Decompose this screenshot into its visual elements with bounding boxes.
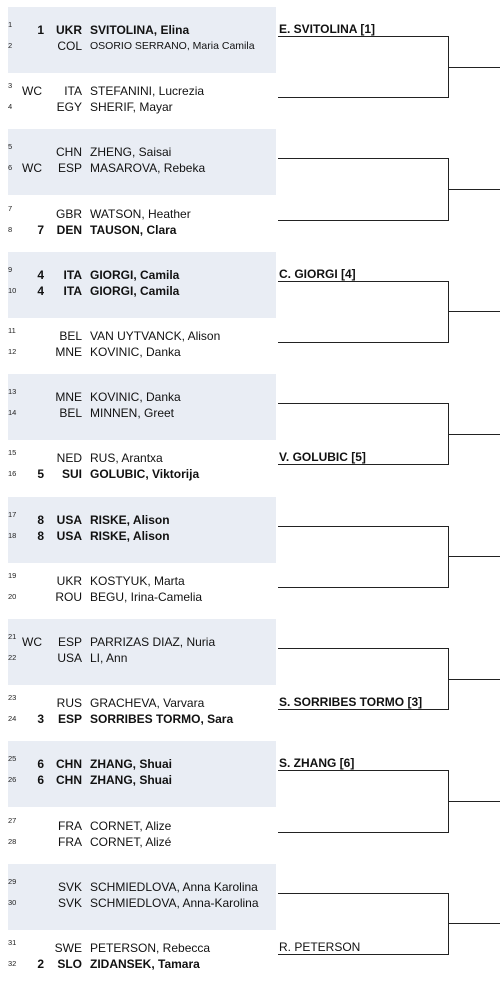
seed-number: 4 xyxy=(37,283,44,298)
draw-position: 16 xyxy=(8,469,17,479)
player-name: KOVINIC, Danka xyxy=(90,345,181,359)
bracket-line-next-round xyxy=(448,434,500,435)
draw-position: 12 xyxy=(8,347,17,356)
nationality-code: ESP xyxy=(57,161,82,176)
bracket-line xyxy=(278,893,448,894)
player-row xyxy=(0,223,280,237)
player-name: GIORGI, Camila xyxy=(90,283,180,298)
bracket-line xyxy=(278,464,448,465)
nationality-code: ESP xyxy=(57,635,82,649)
draw-position: 6 xyxy=(8,163,13,173)
nationality-code: DEN xyxy=(56,222,82,237)
player-row xyxy=(0,773,280,787)
draw-position: 20 xyxy=(8,591,17,601)
player-row xyxy=(0,326,280,343)
player-row xyxy=(0,896,280,910)
player-name: SHERIF, Mayar xyxy=(90,100,173,115)
player-row xyxy=(0,632,280,649)
player-name: ZHANG, Shuai xyxy=(90,757,173,772)
player-row xyxy=(0,815,280,833)
player-name: ZHANG, Shuai xyxy=(90,773,173,788)
draw-position: 3 xyxy=(8,81,13,91)
player-name: LI, Ann xyxy=(90,651,128,665)
match-winner: R. PETERSON xyxy=(279,940,361,954)
draw-position: 29 xyxy=(8,876,17,886)
player-name: ZIDANSEK, Tamara xyxy=(90,957,200,971)
draw-position: 21 xyxy=(8,632,17,641)
nationality-code: USA xyxy=(56,528,82,543)
bracket-line xyxy=(278,709,448,710)
nationality-code: GBR xyxy=(55,206,82,221)
nationality-code: SWE xyxy=(54,941,82,955)
draw-position: 24 xyxy=(8,714,17,724)
player-row xyxy=(0,938,280,955)
bracket-line xyxy=(278,832,448,833)
nationality-code: CHN xyxy=(56,145,82,160)
draw-position: 22 xyxy=(8,653,17,662)
seed-number: 8 xyxy=(37,512,44,527)
draw-position: 19 xyxy=(8,570,17,580)
draw-position: 32 xyxy=(8,959,17,968)
draw-position: 31 xyxy=(8,938,17,947)
nationality-code: RUS xyxy=(56,696,82,711)
draw-position: 26 xyxy=(8,775,17,785)
draw-position: 17 xyxy=(8,509,17,519)
player-row xyxy=(0,957,280,971)
draw-position: 30 xyxy=(8,897,17,907)
player-name: SCHMIEDLOVA, Anna-Karolina xyxy=(90,895,259,910)
player-name: VAN UYTVANCK, Alison xyxy=(90,329,221,343)
nationality-code: UKR xyxy=(56,573,82,588)
nationality-code: EGY xyxy=(56,100,82,115)
draw-position: 18 xyxy=(8,530,17,540)
bracket-line xyxy=(278,36,448,37)
draw-position: 23 xyxy=(8,693,17,703)
draw-position: 5 xyxy=(8,142,13,152)
draw-position: 2 xyxy=(8,41,13,50)
bracket-line-next-round xyxy=(448,556,500,557)
nationality-code: ESP xyxy=(57,712,82,727)
bracket-line xyxy=(278,281,448,282)
player-name: STEFANINI, Lucrezia xyxy=(90,84,205,99)
player-row xyxy=(0,39,280,53)
seed-number: 6 xyxy=(37,773,44,788)
player-name: TAUSON, Clara xyxy=(90,222,177,237)
player-row xyxy=(0,81,280,99)
draw-position: 15 xyxy=(8,448,17,458)
bracket-line xyxy=(278,954,448,955)
entry-status: WC xyxy=(22,161,42,176)
player-row xyxy=(0,203,280,221)
player-row xyxy=(0,161,280,175)
player-row xyxy=(0,467,280,481)
bracket-line-next-round xyxy=(448,923,500,924)
draw-position: 8 xyxy=(8,224,13,234)
player-name: CORNET, Alize xyxy=(90,818,172,833)
seed-number: 2 xyxy=(37,957,44,971)
nationality-code: FRA xyxy=(58,834,82,849)
bracket-line-next-round xyxy=(448,679,500,680)
bracket-line xyxy=(278,648,448,649)
seed-number: 6 xyxy=(37,757,44,772)
player-name: GOLUBIC, Viktorija xyxy=(90,467,200,482)
nationality-code: BEL xyxy=(59,329,82,343)
match-winner: V. GOLUBIC [5] xyxy=(279,450,366,465)
player-name: MINNEN, Greet xyxy=(90,406,175,421)
player-row xyxy=(0,345,280,359)
seed-number: 4 xyxy=(37,267,44,282)
bracket-line xyxy=(278,770,448,771)
nationality-code: USA xyxy=(56,512,82,527)
match-winner: C. GIORGI [4] xyxy=(279,266,356,281)
entry-status: WC xyxy=(22,635,42,649)
draw-position: 28 xyxy=(8,836,17,846)
player-name: ZHENG, Saisai xyxy=(90,145,172,160)
player-row xyxy=(0,20,280,37)
bracket-line-next-round xyxy=(448,311,500,312)
player-name: SCHMIEDLOVA, Anna Karolina xyxy=(90,879,258,894)
player-name: CORNET, Alizé xyxy=(90,834,172,849)
player-row xyxy=(0,142,280,160)
draw-position: 14 xyxy=(8,408,17,418)
match-winner: E. SVITOLINA [1] xyxy=(279,22,376,36)
player-row xyxy=(0,570,280,588)
player-row xyxy=(0,529,280,543)
player-name: PETERSON, Rebecca xyxy=(90,941,211,955)
bracket-line xyxy=(278,587,448,588)
player-name: KOSTYUK, Marta xyxy=(90,573,185,588)
entry-status: WC xyxy=(22,84,42,99)
player-name: GRACHEVA, Varvara xyxy=(90,696,205,711)
nationality-code: CHN xyxy=(56,757,82,772)
player-row xyxy=(0,387,280,405)
nationality-code: SUI xyxy=(61,467,82,482)
bracket-line xyxy=(278,526,448,527)
draw-position: 13 xyxy=(8,387,17,397)
player-row xyxy=(0,712,280,726)
nationality-code: CHN xyxy=(56,773,82,788)
nationality-code: ROU xyxy=(55,589,82,604)
nationality-code: MNE xyxy=(55,345,82,359)
bracket-line xyxy=(278,97,448,98)
nationality-code: ITA xyxy=(63,267,82,282)
draw-position: 9 xyxy=(8,264,13,274)
nationality-code: USA xyxy=(57,651,82,665)
seed-number: 1 xyxy=(37,23,44,37)
draw-position: 1 xyxy=(8,20,13,29)
nationality-code: ITA xyxy=(64,84,82,99)
player-row xyxy=(0,590,280,604)
player-name: OSORIO SERRANO, Maria Camila xyxy=(90,40,255,52)
nationality-code: BEL xyxy=(59,406,82,421)
bracket-line xyxy=(278,158,448,159)
nationality-code: SVK xyxy=(57,895,82,910)
seed-number: 8 xyxy=(37,528,44,543)
player-name: RISKE, Alison xyxy=(90,512,170,527)
player-name: KOVINIC, Danka xyxy=(90,390,181,405)
bracket-line xyxy=(278,220,448,221)
player-name: WATSON, Heather xyxy=(90,206,191,221)
bracket-line-next-round xyxy=(448,189,500,190)
bracket-line-next-round xyxy=(448,801,500,802)
nationality-code: ITA xyxy=(63,283,82,298)
match-winner: S. ZHANG [6] xyxy=(279,756,355,771)
bracket-line-next-round xyxy=(448,67,500,68)
seed-number: 3 xyxy=(37,712,44,727)
player-name: RUS, Arantxa xyxy=(90,451,163,466)
match-winner: S. SORRIBES TORMO [3] xyxy=(279,695,423,710)
seed-number: 7 xyxy=(37,222,44,237)
player-row xyxy=(0,835,280,849)
seed-number: 5 xyxy=(37,467,44,482)
player-row xyxy=(0,876,280,894)
draw-position: 7 xyxy=(8,203,13,213)
player-row xyxy=(0,284,280,298)
player-name: SORRIBES TORMO, Sara xyxy=(90,712,234,727)
player-name: GIORGI, Camila xyxy=(90,267,180,282)
player-name: BEGU, Irina-Camelia xyxy=(90,589,203,604)
player-row xyxy=(0,448,280,466)
player-row xyxy=(0,693,280,711)
player-name: RISKE, Alison xyxy=(90,528,170,543)
nationality-code: UKR xyxy=(56,23,82,37)
player-row xyxy=(0,264,280,282)
player-row xyxy=(0,100,280,114)
nationality-code: MNE xyxy=(55,390,82,405)
player-name: MASAROVA, Rebeka xyxy=(90,161,206,176)
nationality-code: NED xyxy=(56,451,82,466)
nationality-code: SLO xyxy=(57,957,82,971)
draw-position: 11 xyxy=(8,326,16,335)
player-row xyxy=(0,406,280,420)
bracket-line xyxy=(278,403,448,404)
nationality-code: FRA xyxy=(58,818,82,833)
draw-position: 10 xyxy=(8,285,17,295)
nationality-code: SVK xyxy=(57,879,82,894)
player-name: SVITOLINA, Elina xyxy=(90,23,190,37)
draw-position: 27 xyxy=(8,815,17,825)
player-row xyxy=(0,651,280,665)
nationality-code: COL xyxy=(57,39,82,53)
draw-position: 4 xyxy=(8,102,13,112)
player-row xyxy=(0,754,280,772)
bracket-line xyxy=(278,342,448,343)
player-name: PARRIZAS DIAZ, Nuria xyxy=(90,635,216,649)
player-row xyxy=(0,509,280,527)
draw-position: 25 xyxy=(8,754,17,764)
